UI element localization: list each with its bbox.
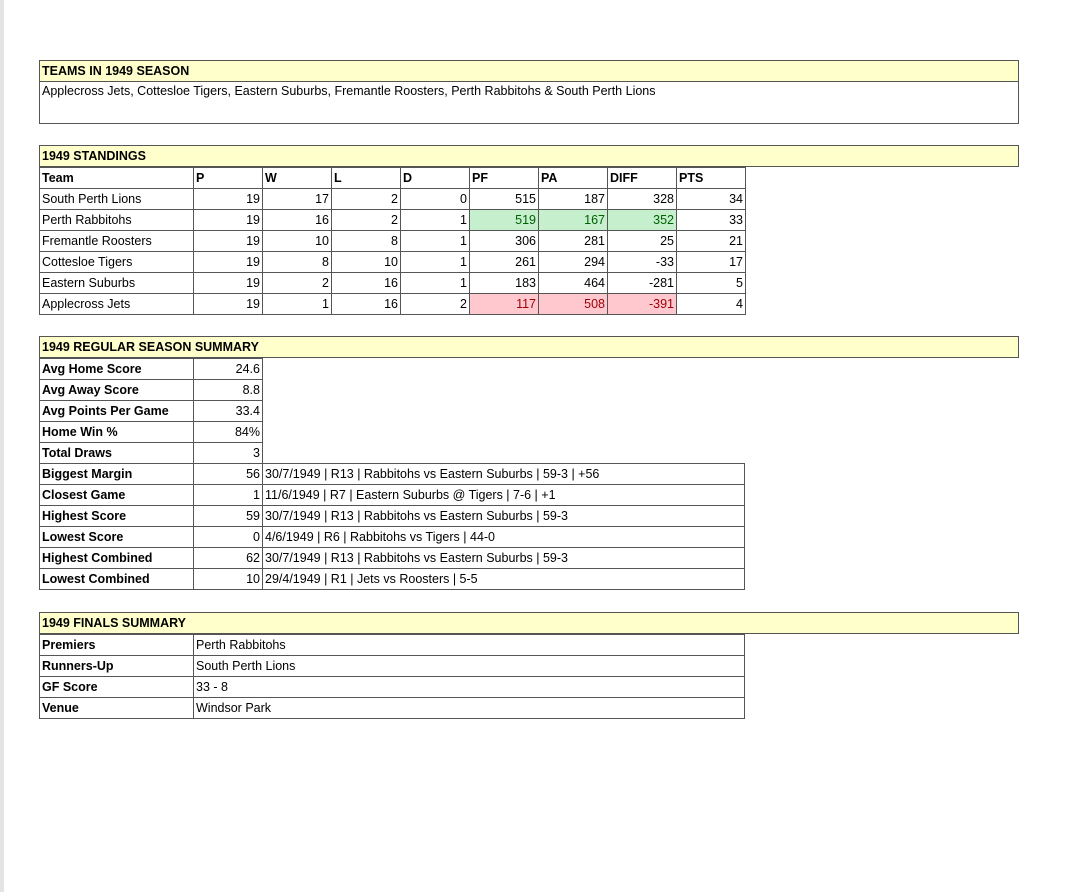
- finals-value: Windsor Park: [194, 698, 745, 719]
- summary-detail: 30/7/1949 | R13 | Rabbitohs vs Eastern Suburbs | 59-3: [263, 548, 745, 569]
- empty-cell: [263, 380, 745, 401]
- team-name-cell: Perth Rabbitohs: [40, 210, 194, 231]
- team-name-cell: Fremantle Roosters: [40, 231, 194, 252]
- pf-cell: 519: [470, 210, 539, 231]
- pts-cell: 34: [677, 189, 746, 210]
- p-cell: 19: [194, 231, 263, 252]
- team-name-cell: Cottesloe Tigers: [40, 252, 194, 273]
- w-cell: 8: [263, 252, 332, 273]
- pa-cell: 294: [539, 252, 608, 273]
- summary-label: Highest Combined: [40, 548, 194, 569]
- table-row: [40, 273, 746, 294]
- pts-cell: 5: [677, 273, 746, 294]
- pf-cell: 117: [470, 294, 539, 315]
- diff-cell: -33: [608, 252, 677, 273]
- finals-row: [40, 635, 745, 656]
- summary-value: 59: [194, 506, 263, 527]
- summary-row: [40, 380, 745, 401]
- summary-row: [40, 443, 745, 464]
- summary-value: 8.8: [194, 380, 263, 401]
- column-header-team: Team: [40, 168, 194, 189]
- summary-row: [40, 359, 745, 380]
- finals-label: Venue: [40, 698, 194, 719]
- summary-label: Biggest Margin: [40, 464, 194, 485]
- column-header-pa: PA: [539, 168, 608, 189]
- summary-row: [40, 401, 745, 422]
- column-header-pf: PF: [470, 168, 539, 189]
- column-header-l: L: [332, 168, 401, 189]
- pa-cell: 187: [539, 189, 608, 210]
- p-cell: 19: [194, 189, 263, 210]
- summary-row: [40, 485, 745, 506]
- teams-section: [39, 60, 1019, 124]
- column-header-pts: PTS: [677, 168, 746, 189]
- summary-row: [40, 569, 745, 590]
- pf-cell: 306: [470, 231, 539, 252]
- pa-cell: 167: [539, 210, 608, 231]
- finals-value: 33 - 8: [194, 677, 745, 698]
- finals-row: [40, 698, 745, 719]
- w-cell: 16: [263, 210, 332, 231]
- summary-value: 3: [194, 443, 263, 464]
- summary-row: [40, 422, 745, 443]
- summary-row: [40, 548, 745, 569]
- l-cell: 8: [332, 231, 401, 252]
- summary-row: [40, 506, 745, 527]
- summary-label: Lowest Combined: [40, 569, 194, 590]
- w-cell: 1: [263, 294, 332, 315]
- finals-summary-header: 1949 FINALS SUMMARY: [39, 612, 1019, 634]
- summary-label: Lowest Score: [40, 527, 194, 548]
- regular-summary-section: [39, 336, 1019, 590]
- table-row: [40, 294, 746, 315]
- p-cell: 19: [194, 252, 263, 273]
- standings-header-row: [40, 168, 746, 189]
- finals-row: [40, 677, 745, 698]
- standings-table: [39, 167, 746, 315]
- pts-cell: 4: [677, 294, 746, 315]
- summary-label: Avg Points Per Game: [40, 401, 194, 422]
- pf-cell: 261: [470, 252, 539, 273]
- regular-summary-header: 1949 REGULAR SEASON SUMMARY: [39, 336, 1019, 358]
- w-cell: 2: [263, 273, 332, 294]
- summary-value: 24.6: [194, 359, 263, 380]
- empty-cell: [263, 422, 745, 443]
- diff-cell: 25: [608, 231, 677, 252]
- diff-cell: 328: [608, 189, 677, 210]
- teams-header: TEAMS IN 1949 SEASON: [39, 60, 1019, 82]
- summary-row: [40, 527, 745, 548]
- empty-cell: [263, 401, 745, 422]
- finals-row: [40, 656, 745, 677]
- summary-detail: 4/6/1949 | R6 | Rabbitohs vs Tigers | 44-0: [263, 527, 745, 548]
- column-header-d: D: [401, 168, 470, 189]
- d-cell: 1: [401, 210, 470, 231]
- finals-summary-section: [39, 612, 1019, 719]
- w-cell: 10: [263, 231, 332, 252]
- l-cell: 2: [332, 210, 401, 231]
- teams-list: Applecross Jets, Cottesloe Tigers, Eastern Suburbs, Fremantle Roosters, Perth Rabbitohs & South Perth Lions: [39, 82, 1019, 124]
- pts-cell: 33: [677, 210, 746, 231]
- l-cell: 16: [332, 294, 401, 315]
- column-header-diff: DIFF: [608, 168, 677, 189]
- pa-cell: 464: [539, 273, 608, 294]
- summary-label: Avg Home Score: [40, 359, 194, 380]
- summary-value: 56: [194, 464, 263, 485]
- summary-value: 62: [194, 548, 263, 569]
- finals-value: South Perth Lions: [194, 656, 745, 677]
- summary-row: [40, 464, 745, 485]
- summary-detail: 29/4/1949 | R1 | Jets vs Roosters | 5-5: [263, 569, 745, 590]
- d-cell: 1: [401, 231, 470, 252]
- pf-cell: 183: [470, 273, 539, 294]
- summary-detail: 30/7/1949 | R13 | Rabbitohs vs Eastern Suburbs | 59-3: [263, 506, 745, 527]
- diff-cell: -281: [608, 273, 677, 294]
- empty-cell: [263, 359, 745, 380]
- table-row: [40, 189, 746, 210]
- pts-cell: 21: [677, 231, 746, 252]
- team-name-cell: Applecross Jets: [40, 294, 194, 315]
- summary-value: 0: [194, 527, 263, 548]
- table-row: [40, 252, 746, 273]
- summary-value: 10: [194, 569, 263, 590]
- left-window-edge: [0, 0, 4, 892]
- empty-cell: [263, 443, 745, 464]
- diff-cell: 352: [608, 210, 677, 231]
- standings-header: 1949 STANDINGS: [39, 145, 1019, 167]
- pf-cell: 515: [470, 189, 539, 210]
- finals-summary-table: [39, 634, 745, 719]
- finals-label: Runners-Up: [40, 656, 194, 677]
- diff-cell: -391: [608, 294, 677, 315]
- w-cell: 17: [263, 189, 332, 210]
- standings-section: [39, 145, 1019, 315]
- finals-label: GF Score: [40, 677, 194, 698]
- summary-value: 33.4: [194, 401, 263, 422]
- d-cell: 1: [401, 252, 470, 273]
- summary-label: Home Win %: [40, 422, 194, 443]
- d-cell: 2: [401, 294, 470, 315]
- summary-label: Highest Score: [40, 506, 194, 527]
- summary-label: Closest Game: [40, 485, 194, 506]
- column-header-p: P: [194, 168, 263, 189]
- p-cell: 19: [194, 210, 263, 231]
- pa-cell: 281: [539, 231, 608, 252]
- d-cell: 0: [401, 189, 470, 210]
- regular-summary-table: [39, 358, 745, 590]
- summary-detail: 30/7/1949 | R13 | Rabbitohs vs Eastern Suburbs | 59-3 | +56: [263, 464, 745, 485]
- team-name-cell: South Perth Lions: [40, 189, 194, 210]
- l-cell: 10: [332, 252, 401, 273]
- l-cell: 2: [332, 189, 401, 210]
- table-row: [40, 210, 746, 231]
- finals-label: Premiers: [40, 635, 194, 656]
- summary-label: Total Draws: [40, 443, 194, 464]
- p-cell: 19: [194, 294, 263, 315]
- team-name-cell: Eastern Suburbs: [40, 273, 194, 294]
- summary-value: 84%: [194, 422, 263, 443]
- p-cell: 19: [194, 273, 263, 294]
- column-header-w: W: [263, 168, 332, 189]
- l-cell: 16: [332, 273, 401, 294]
- pts-cell: 17: [677, 252, 746, 273]
- summary-value: 1: [194, 485, 263, 506]
- d-cell: 1: [401, 273, 470, 294]
- summary-label: Avg Away Score: [40, 380, 194, 401]
- summary-detail: 11/6/1949 | R7 | Eastern Suburbs @ Tigers | 7-6 | +1: [263, 485, 745, 506]
- table-row: [40, 231, 746, 252]
- pa-cell: 508: [539, 294, 608, 315]
- finals-value: Perth Rabbitohs: [194, 635, 745, 656]
